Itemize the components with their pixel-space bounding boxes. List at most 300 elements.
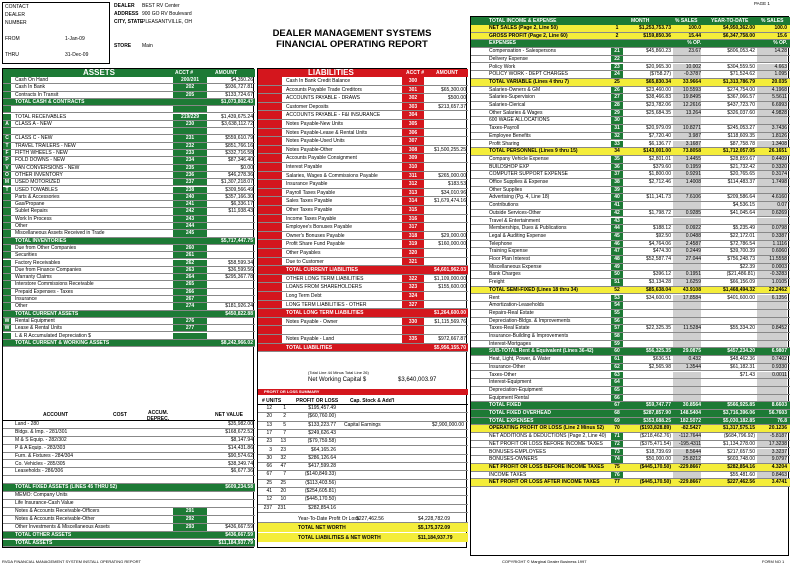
income-row [471, 210, 790, 218]
footer-right: FORM NO 1 [762, 559, 785, 564]
income-month-pct [673, 202, 701, 209]
income-month-pct: 182.5072 [680, 417, 701, 424]
fixed-asset-label: Leaseholds - 286/306 [15, 468, 64, 475]
income-month-pct: -195.4311 [673, 441, 701, 448]
income-row-line: 76 [611, 472, 623, 479]
income-ytd: $55,481.60 [729, 471, 755, 478]
profit-summary-headers [258, 395, 468, 405]
income-ytd-pct: 4.9828 [757, 110, 787, 117]
income-month-pct [673, 56, 701, 63]
fixed-asset-label: Bldgs. & Imp. - 281/301 [15, 428, 68, 435]
asset-row-label: OTHER INVENTORY [15, 171, 63, 178]
income-month: ($445,170.50) [639, 479, 671, 486]
from-label: FROM [5, 36, 20, 42]
income-month-pct: -229.8667 [678, 479, 701, 486]
asset-row-marker [3, 216, 11, 222]
asset-row-acct: 262 [173, 260, 207, 266]
income-ytd-pct: 0.3174 [757, 171, 787, 178]
income-month-pct [673, 318, 701, 325]
income-month: $56,325.35 [645, 348, 671, 355]
assets-acct-label: ACCT # [175, 70, 194, 76]
liability-row [258, 318, 468, 327]
income-ytd: ($684,796.92) [723, 433, 755, 440]
income-ytd: $367,066.57 [727, 94, 755, 101]
asset-row-acct: 232 [173, 143, 207, 149]
liability-row-acct: 310 [402, 163, 424, 171]
asset-row-label: Rental Equipment [15, 317, 55, 324]
pc-units-b: 10 [280, 496, 286, 503]
liability-row-marker [258, 154, 282, 162]
income-ytd: $114,483.37 [727, 179, 755, 185]
pc-units-a: 3 [269, 446, 272, 453]
income-row-line: 48 [611, 256, 623, 263]
asset-row-marker [3, 303, 11, 309]
income-row [471, 372, 790, 380]
pc-units-a: 66 [266, 463, 272, 470]
income-row-label: Bank Charges [489, 271, 521, 278]
asset-row [3, 333, 255, 340]
working-capital-note: (Total Line 44 Minus Total Line 26) [308, 370, 369, 375]
income-row [471, 164, 790, 172]
income-row-label: Equipment Rental [489, 394, 529, 401]
asset-row-label: Warranty Claims [15, 274, 52, 281]
asset-row [3, 172, 255, 179]
fixed-asset-net: $11,184,937.79 [218, 539, 253, 546]
asset-row-amount: $851,766.16 [225, 142, 253, 149]
income-row-label: INCOME TAXES [489, 471, 527, 478]
liability-row-marker [258, 111, 282, 119]
income-month-pct: 148.5404 [680, 410, 701, 416]
income-row [471, 94, 790, 102]
dealer-address: 900 GO RV Boulevard [142, 11, 192, 17]
income-ytd-pct [757, 117, 787, 124]
income-row-line: 77 [614, 479, 620, 486]
asset-row-marker: F [3, 150, 11, 156]
liability-row-amount: $1,109,000.00 [434, 275, 466, 282]
liability-row-marker [258, 163, 282, 171]
income-month-pct: 25.8212 [673, 456, 701, 463]
asset-row-label: Miscellaneous Assets Received in Trade [15, 230, 105, 237]
fixed-asset-row [3, 421, 255, 429]
tnw-value: $5,175,372.09 [418, 525, 450, 531]
income-row [471, 187, 790, 195]
income-month-pct: 0.0488 [673, 233, 701, 240]
income-ytd-pct [757, 318, 787, 325]
income-row-label: TOTAL FIXED OVERHEAD [489, 410, 551, 416]
income-row [471, 48, 790, 56]
income-row-line: 44 [611, 225, 623, 232]
total-net-worth-row [258, 523, 468, 532]
asset-row-label: Cash On Hand [15, 77, 49, 83]
fixed-asset-label: Life Insurance-Cash Value [15, 500, 74, 506]
liability-row-marker [258, 146, 282, 154]
income-row-line: 73 [611, 449, 623, 456]
liability-row [258, 137, 468, 146]
income-month: $38,466.83 [645, 94, 671, 101]
liability-row [258, 326, 468, 335]
asset-row-marker [3, 252, 11, 258]
income-row-label: SUB-TOTAL Rent & Equivalent (Lines 36-42) [489, 348, 594, 355]
assets-amount-label: AMOUNT [215, 70, 237, 76]
income-month-pct [673, 379, 701, 386]
liability-row-label: Interest Payable [286, 164, 323, 170]
asset-row [3, 281, 255, 288]
income-month: ($445,170.50) [639, 463, 671, 470]
income-month-pct: 0.9285 [673, 210, 701, 217]
liability-row-acct: 311 [402, 172, 424, 180]
income-ytd-pct: 100.0 [774, 25, 787, 31]
income-month-pct: 29.0875 [682, 348, 701, 355]
income-ytd: $5,030,182.85 [723, 417, 755, 424]
income-ytd: $22,172.01 [729, 232, 755, 239]
income-ytd: $1,468,494.32 [723, 286, 755, 293]
report-title [242, 28, 462, 50]
liability-row-amount: $29,000.00 [440, 232, 466, 239]
liability-row-acct: 308 [402, 146, 424, 154]
liability-row-acct: 313 [402, 189, 424, 197]
liability-row-amount: $213,657.37 [438, 103, 466, 110]
income-row-label: TOTAL FIXED [489, 402, 522, 409]
income-month: ($218,462.76) [639, 433, 671, 440]
income-row [471, 333, 790, 341]
liability-row-label: Cash In Bank Credit Balance [286, 78, 351, 84]
income-ytd-pct: 0.9330 [757, 364, 787, 371]
income-row [471, 148, 790, 156]
footer-left: RVDA FINANCIAL MANAGEMENT SYSTEM INSTALL OPERATING REPORT [2, 559, 141, 564]
income-row-label: COMPUTER SUPPORT EXPENSE [489, 171, 568, 178]
asset-row-marker [3, 77, 11, 83]
liability-row-marker [258, 318, 282, 326]
number-label: NUMBER [5, 20, 27, 26]
income-month-pct [673, 395, 701, 402]
income-ytd-pct [757, 333, 787, 340]
asset-row-acct: 274 [173, 303, 207, 309]
income-row-label: 600 WAGE ALLOCATIONS [489, 117, 550, 124]
income-month: $287,857.90 [643, 410, 671, 416]
income-row [471, 202, 790, 210]
asset-row-label: Sublet Repairs [15, 208, 48, 215]
income-row-line: 53 [611, 295, 623, 302]
asset-row-amount: $0.00 [240, 164, 253, 171]
asset-row-label: TOTAL CURRENT & WORKING ASSETS [15, 339, 110, 346]
liability-row [258, 206, 468, 215]
income-row-label: Taxes-Payroll [489, 125, 520, 132]
income-ytd: $245,053.27 [727, 125, 755, 132]
liabilities-header [258, 69, 468, 77]
asset-row-marker [3, 260, 11, 266]
income-row [471, 341, 790, 349]
assets-rows [3, 77, 255, 347]
asset-row-label: CLASS C - NEW [15, 135, 53, 142]
income-month-pct [673, 472, 701, 479]
liability-row-acct: 322 [402, 275, 424, 283]
income-month: $1,253,753.73 [639, 25, 671, 31]
income-ytd: $806,053.42 [727, 48, 755, 55]
income-row-line: 29 [611, 110, 623, 117]
asset-row [3, 194, 255, 201]
income-ytd: $21,732.42 [729, 163, 755, 170]
income-row [471, 110, 790, 118]
income-row-label: NET SALES (Page 2, Line 50) [489, 25, 558, 31]
income-row-label: OPERATING PROFIT OR LOSS (Line 2 Minus 52) [489, 425, 604, 432]
income-month-pct: -229.8667 [678, 463, 701, 470]
income-row-label: Compensation - Salespersons [489, 48, 556, 55]
income-month-pct: 7.6106 [673, 194, 701, 201]
income-row-line: 41 [611, 202, 623, 209]
asset-row-marker [3, 223, 11, 229]
profit-header: PROFIT OR LOSS [296, 398, 339, 404]
income-row-line: 1 [615, 25, 619, 31]
income-row [471, 64, 790, 72]
liability-row [258, 266, 468, 275]
liability-row-label: Insurance Payable [286, 181, 328, 188]
income-row-line: 22 [611, 56, 623, 63]
liability-row-acct: 305 [402, 120, 424, 128]
liability-row [258, 240, 468, 249]
income-row-label: Profit Sharing [489, 140, 520, 147]
income-row-line: 25 [614, 78, 620, 85]
pc-profit: ($60,760.00) [307, 413, 336, 420]
income-ytd: $66,156.09 [729, 279, 755, 286]
asset-row-acct [173, 99, 207, 105]
asset-row [3, 260, 255, 267]
income-ytd-pct: 26.1651 [768, 148, 787, 155]
income-month: $188.12 [652, 225, 671, 232]
liability-row-acct: 327 [402, 301, 424, 309]
income-row-line: 74 [611, 456, 623, 463]
income-row-label: Other Supplies [489, 186, 523, 193]
income-ytd-pct: 1.7498 [757, 179, 787, 186]
income-row-label: Depreciation-Bldgs. & Improvements [489, 317, 571, 324]
income-month: $636.51 [652, 356, 671, 363]
income-row-label: NET PROFIT OR LOSS BEFORE INCOME TAXES [489, 463, 604, 470]
liabilities-section [257, 68, 467, 548]
income-row [471, 395, 790, 403]
liability-row-label: Accounts Payable Trade Creditors [286, 86, 362, 93]
income-ytd: $3,716,396.06 [723, 410, 755, 416]
income-month-pct: 30.8564 [682, 402, 701, 409]
income-row-line: 75 [614, 463, 620, 470]
income-row [471, 248, 790, 256]
pc-profit: ($445,170.50) [304, 496, 336, 503]
liability-row [258, 232, 468, 241]
income-month-pct: 15.44 [688, 32, 701, 39]
pc-units-b: 7 [283, 429, 286, 436]
income-row [471, 364, 790, 372]
income-ytd-pct: 1.3408 [757, 141, 787, 148]
liability-row [258, 111, 468, 120]
total-liab-networth-row [258, 533, 468, 542]
income-row-line: 67 [614, 402, 620, 409]
income-ytd-pct: 5.5611 [757, 94, 787, 101]
income-row-line: 45 [611, 233, 623, 240]
fixed-asset-label: TOTAL FIXED ASSETS (LINES 45 THRU 52) [15, 484, 118, 491]
asset-row [3, 245, 255, 252]
income-month-pct: 43.9108 [682, 286, 701, 293]
pc-units-a: 12 [266, 496, 272, 503]
liability-row [258, 301, 468, 310]
income-row-line: 2 [615, 32, 619, 39]
asset-row-label: Prepaid Expenses - Taxes [15, 288, 73, 295]
asset-row-acct: 235 [173, 165, 207, 171]
fixed-asset-net: $90,574.62 [227, 452, 253, 459]
income-row-line: 64 [611, 379, 623, 386]
income-ytd-pct [757, 187, 787, 194]
income-row-line: 54 [611, 302, 623, 309]
income-month-pct: 10.8271 [673, 125, 701, 132]
asset-row-acct: 237 [173, 179, 207, 185]
income-row [471, 418, 790, 426]
net-working-capital-label: Net Working Capital $ [308, 377, 367, 383]
asset-row [3, 84, 255, 91]
income-ytd: $22.39 [739, 263, 755, 270]
tlnw-label: TOTAL LIABILITIES & NET WORTH [298, 535, 381, 541]
liabilities-acct-label: ACCT # [406, 70, 425, 76]
income-row-label: Interest-Equipment [489, 379, 532, 386]
income-month-pct: 19.8495 [673, 94, 701, 101]
asset-row-acct: 264 [173, 274, 207, 280]
income-ytd: $55,334.20 [729, 325, 755, 332]
asset-row-acct [173, 333, 207, 339]
income-row [471, 179, 790, 187]
asset-row-label: Cash In Bank [15, 84, 46, 91]
units-header: # UNITS [262, 398, 282, 404]
liability-row-marker [258, 240, 282, 248]
income-ytd-pct: 4.6160 [757, 194, 787, 201]
income-ytd-pct: 1.0105 [757, 279, 787, 286]
income-row-label: Rent [489, 294, 500, 301]
liability-row [258, 249, 468, 258]
income-row [471, 279, 790, 287]
income-row-line [611, 40, 623, 47]
income-month: $18,739.69 [645, 448, 671, 455]
liability-row-label: TOTAL LIABILITIES [286, 344, 333, 351]
liability-row-label: Notes Payable-Other [286, 146, 333, 153]
income-row [471, 117, 790, 125]
income-ytd-pct: 6.6993 [757, 102, 787, 109]
fixed-asset-label: TOTAL ASSETS [15, 539, 53, 546]
income-month: $396.12 [652, 271, 671, 278]
income-row [471, 87, 790, 95]
income-month: $3,134.28 [648, 279, 671, 286]
dealer-field-label: DEALER [114, 3, 135, 9]
liability-row-marker [258, 275, 282, 283]
ytd-row [258, 515, 468, 523]
liability-row-amount: $4,601,962.03 [434, 267, 466, 274]
pc-units-a: 23 [266, 438, 272, 445]
liability-row-label: Notes Payable - Owner [286, 318, 338, 325]
income-row-label: Other Salaries & Wages [489, 109, 543, 116]
income-ytd: $72,786.54 [729, 240, 755, 247]
income-ytd-pct: 0.0011 [757, 372, 787, 379]
income-row-label: Contributions [489, 202, 519, 209]
fixed-asset-row [3, 516, 255, 524]
income-row-line: 31 [611, 125, 623, 132]
pc-profit: ($79,759.58) [307, 438, 336, 445]
profit-summary-row [258, 496, 468, 504]
income-month-pct [673, 341, 701, 348]
income-row-line: 51 [611, 279, 623, 286]
income-row [471, 141, 790, 149]
liability-row-acct: 306 [402, 129, 424, 137]
asset-row-acct [173, 106, 207, 112]
fixed-asset-label: Co. Vehicles - 285/305 [15, 460, 66, 467]
fixed-asset-net: $609,234.58 [225, 484, 253, 491]
income-row [471, 302, 790, 310]
liability-row-acct: 319 [402, 240, 424, 248]
liability-row [258, 344, 468, 353]
liability-row-acct: 314 [402, 197, 424, 205]
asset-row-acct [173, 128, 207, 134]
income-row-label: NET PROFIT OR LOSS BEFORE INCOME TAXES [489, 440, 603, 447]
income-row [471, 387, 790, 395]
liability-row-acct: 301 [402, 86, 424, 94]
income-month-pct: 1.3544 [673, 364, 701, 371]
income-row [471, 318, 790, 326]
income-row-label: Training Expense [489, 248, 528, 255]
asset-row [3, 121, 255, 128]
asset-row-acct: 200/201 [173, 77, 207, 83]
asset-row-marker [3, 114, 11, 120]
income-month: $34,600.00 [645, 294, 671, 301]
pc-profit: $64,165.26 [310, 446, 336, 453]
liability-row [258, 309, 468, 318]
liability-row-amount: $183.53 [447, 181, 466, 188]
income-row-label: Miscellaneous Expense [489, 263, 542, 270]
asset-row-label: Interstore Commissions Receivable [15, 281, 94, 288]
income-ytd: $457,234.20 [727, 348, 755, 355]
profit-summary-row [258, 438, 468, 446]
liability-row-marker [258, 103, 282, 111]
asset-row-label: TOTAL INVENTORIES [15, 237, 67, 244]
asset-row-acct [173, 238, 207, 244]
asset-row-acct: 233 [173, 150, 207, 156]
income-month-pct: 1.4008 [673, 179, 701, 186]
pc-units-a: 17 [266, 429, 272, 436]
liability-row-marker [258, 232, 282, 240]
income-row-label: GROSS PROFIT (Page 2, Line 60) [489, 32, 568, 39]
asset-row-acct [173, 340, 207, 346]
income-row [471, 79, 790, 87]
pc-units-a: 12 [266, 405, 272, 411]
dealer-city: PLEASANTVILLE, OH [142, 19, 193, 25]
net-working-capital-value: $3,640,003.97 [398, 377, 437, 383]
asset-row-marker: V [3, 165, 11, 171]
income-month: $85,638.04 [645, 286, 671, 293]
income-ytd-pct: 15.6 [777, 32, 787, 39]
liability-row-acct: 307 [402, 137, 424, 145]
liability-row-marker [258, 172, 282, 180]
asset-row-marker: W [4, 317, 10, 324]
pc-units-a: 13 [266, 421, 272, 428]
liability-row-label: Notes Payable - Land [286, 336, 335, 342]
tlnw-value: $11,184,937.79 [418, 535, 453, 541]
income-row-line: 28 [611, 102, 623, 109]
income-row-line: 43 [611, 218, 623, 225]
income-row-line: 56 [611, 318, 623, 325]
pc-units-b: 47 [280, 463, 286, 470]
asset-row-amount: $559,610.79 [225, 135, 253, 142]
asset-row-acct: 202 [173, 84, 207, 90]
income-ytd-pct: 20.035 [771, 78, 787, 85]
asset-row-label: Insurance [15, 296, 37, 302]
liability-row [258, 154, 468, 163]
income-row [471, 348, 790, 356]
income-ytd-pct: 0.3387 [757, 233, 787, 240]
fixed-asset-row [3, 429, 255, 437]
liability-row-amount: $1,679,474.16 [434, 198, 466, 205]
asset-row [3, 208, 255, 215]
